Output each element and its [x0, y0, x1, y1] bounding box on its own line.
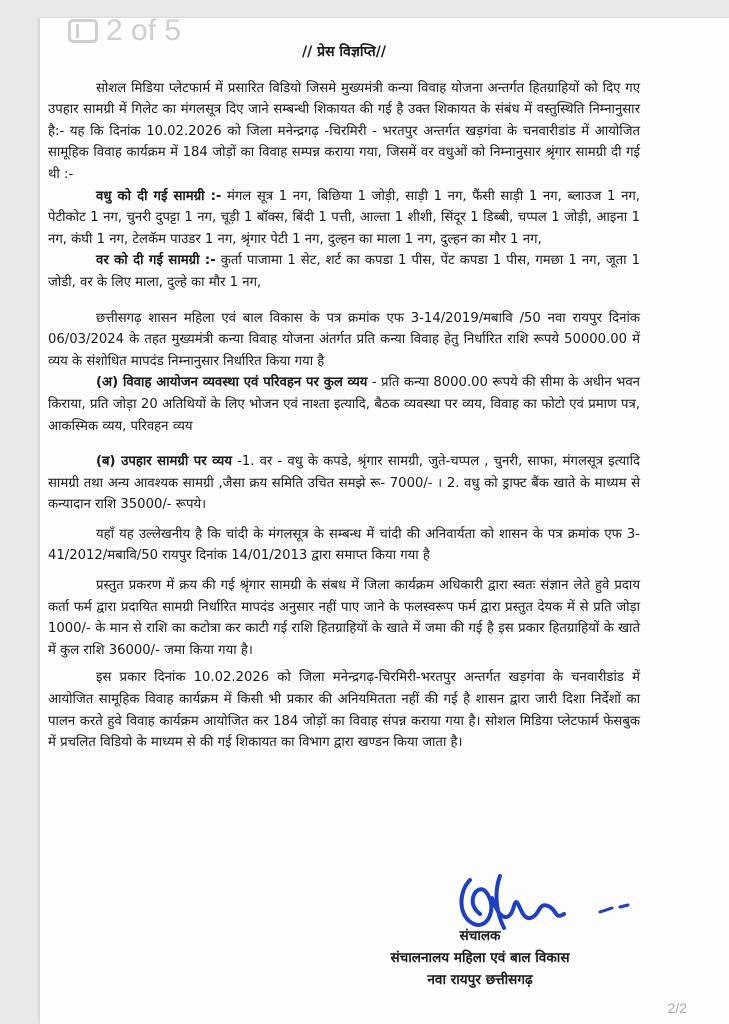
page-title: // प्रेस विज्ञप्ति// [302, 44, 386, 60]
groom-items-paragraph [48, 250, 640, 293]
groom-items-label: वर को दी गई सामग्री :- [96, 253, 216, 269]
signatory-office: संचालनालय महिला एवं बाल विकास [390, 950, 570, 966]
groom-items-list: कुर्ता पाजामा 1 सेट, शर्ट का कपडा 1 पीस, पेंट कपडा 1 पीस, गमछा 1 नग, जूता 1 जोडी, वर के लिए माला, दुल्हे का मौर 1 नग, [48, 253, 641, 290]
section-a-label: (अ) विवाह आयोजन व्यवस्था एवं परिवहन पर कुल व्यय [96, 375, 368, 391]
section-b-text: -1. वर - वधु के कपडे, श्रृंगार सामग्री, जुते-चप्पल , चुनरी, साफा, मंगलसूत्र इत्यादि सामग्री तथा अन्य आवश्यक सामग्री ,जैसा क्रय समिति उचित समझे रू- 7000/- । 2. वधु को ड्राफ्ट बैंक खाते के माध्यम से कन्यादान राशि 35000/- रूपये। [48, 454, 640, 513]
section-a-text: - प्रति कन्या 8000.00 रूपये की सीमा के अधीन भवन किराया, प्रति जोड़ा 20 अतिथियों के लिए भोजन एवं नाश्ता इत्यादि, बैठक व्यवस्था पर व्यय, विवाह का फोटो एवं प्रमाण पत्र, आकस्मिक व्यय, परिवहन व्यय [48, 375, 640, 434]
signature-block [330, 925, 630, 991]
intro-paragraph: सोशल मिडिया प्लेटफार्म में प्रसारित विडियो जिसमे मुख्यमंत्री कन्या विवाह योजना अन्तर्गत हितग्राहियों को दिए गए उपहार सामग्री में गिलेट का मंगलसूत्र दिए जाने सम्बन्धी शिकायत की गई है उक्त शिकायत के संबंध में वस्तुस्थिति निम्नानुसार है:- यह कि दिनांक 10.02.2026 को जिला मनेन्द्रगढ़ -चिरमिरी - भरतपुर अन्तर्गत खड़गंवा के चनवारीडांड में आयोजित सामूहिक विवाह कार्यक्रम में 184 जोड़ों का विवाह सम्पन्न कराया गया, जिसमें वर वधुओं को निम्नानुसार श्रृंगार सामग्री दी गई थी :- [48, 80, 640, 182]
section-b-paragraph [48, 451, 640, 516]
page-indicator-text: 2 of 5 [106, 14, 182, 47]
section-a-paragraph [48, 372, 640, 437]
press-release-body [48, 42, 640, 754]
section-b-label: (ब) उपहार सामग्री पर व्यय [96, 454, 232, 470]
bride-items-paragraph [48, 186, 640, 251]
deduction-paragraph: प्रस्तुत प्रकरण में क्रय की गई श्रृंगार सामग्री के संबध में जिला कार्यक्रम अधिकारी द्वारा स्वतः संज्ञान लेते हुवे प्रदाय कर्ता फर्म द्वारा प्रदायित सामग्री निर्धारित मापदंड अनुसार नहीं पाए जाने के फलस्वरूप फर्म द्वारा प्रस्तुत देयक में से प्रति जोड़ा 1000/- के मान से राशि का कटोत्रा कर काटी गई राशि हितग्राहियों के खाते में जमा की गई है इस प्रकार हितग्राहियों के खाते में कुल राशि 36000/- जमा किया गया है। [48, 578, 640, 658]
bride-items-label: वधु को दी गई सामग्री :- [96, 188, 222, 204]
signatory-role: संचालक [459, 928, 501, 944]
govt-order-paragraph: छत्तीसगढ़ शासन महिला एवं बाल विकास के पत्र क्रमांक एफ 3-14/2019/मबावि /50 नवा रायपुर दिनांक 06/03/2024 के तहत मुख्यमंत्री कन्या विवाह योजना अंतर्गत प्रति कन्या विवाह हेतु निर्धारित राशि रूपये 50000.00 में व्यय के संशोधित मापदंड निम्नानुसार निर्धारित किया गया है [48, 310, 640, 369]
conclusion-paragraph: इस प्रकार दिनांक 10.02.2026 को जिला मनेन्द्रगढ़-चिरमिरी-भरतपुर अन्तर्गत खड़गंवा के चनवारीडांड में आयोजित सामूहिक विवाह कार्यक्रम में किसी भी प्रकार की अनियमितता नहीं की गई है शासन द्वारा जारी दिशा निर्देशों का पालन करते हुवे विवाह कार्यक्रम आयोजित कर 184 जोड़ों का विवाह संपन्न कराया गया है। सोशल मिडिया प्लेटफार्म फेसबुक में प्रचलित विडियो के माध्यम से की गई शिकायत का विभाग द्वारा खण्डन किया जाता है। [48, 670, 640, 751]
page-number: 2/2 [667, 1000, 687, 1016]
signatory-place: नवा रायपुर छत्तीसगढ़ [427, 972, 533, 988]
silver-note-paragraph: यहाँ यह उल्लेखनीय है कि चांदी के मंगलसूत्र के सम्बन्ध में चांदी की अनिवार्यता को शासन के पत्र क्रमांक एफ 3- 41/2012/मबावि/50 रायपुर दिनांक 14/01/2013 द्वारा समाप्त किया गया है [48, 526, 640, 564]
bride-items-list: मंगल सूत्र 1 नग, बिछिया 1 जोड़ी, साड़ी 1 नग, फैंसी साड़ी 1 नग, ब्लाउज 1 नग, पेटीकोट 1 नग, चुनरी दुपट्टा 1 नग, चूड़ी 1 बॉक्स, बिंदी 1 पत्ती, आल्ता 1 शीशी, सिंदूर 1 डिब्बी, चप्पल 1 जोड़ी, आइना 1 नग, कंघी 1 नग, टेलकॅम पाउडर 1 नग, श्रृंगार पेटी 1 नग, दुल्हन का माला 1 नग, दुल्हन का मौर 1 नग, [48, 188, 641, 247]
document-pages-icon [68, 19, 98, 43]
